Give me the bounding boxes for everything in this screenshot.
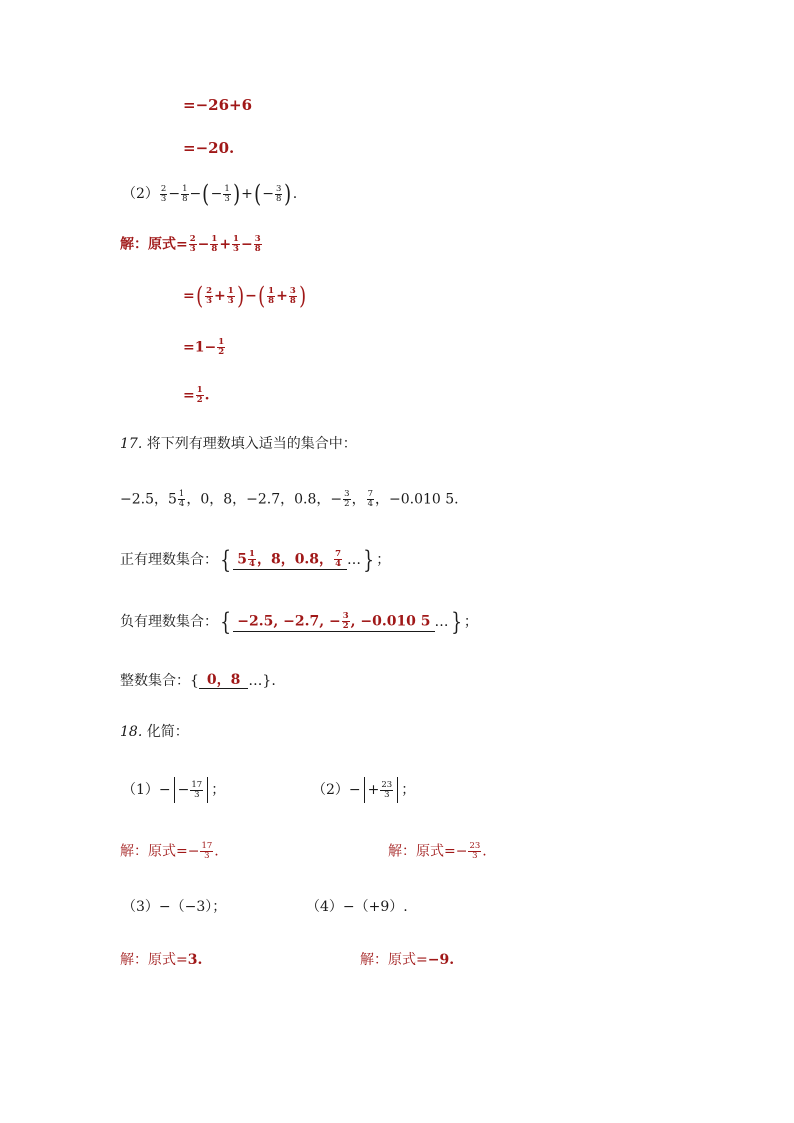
denominator: 3 xyxy=(206,295,213,306)
mixed-whole: 5 xyxy=(237,551,248,567)
numerator: 3 xyxy=(275,183,282,194)
denominator: 3 xyxy=(472,850,478,861)
solution-lead: 解：原式= xyxy=(388,843,456,860)
paren-left: ( xyxy=(202,180,210,208)
paren-right: ) xyxy=(298,282,306,310)
question-18 xyxy=(120,725,189,739)
numerator: 23 xyxy=(381,779,393,790)
denominator: 8 xyxy=(211,243,218,254)
number-list xyxy=(120,490,459,509)
mixed-whole: 5 xyxy=(168,491,177,508)
problem-18-4: （4）−（+9）. xyxy=(306,899,408,915)
numerator: 1 xyxy=(224,183,230,194)
fraction xyxy=(223,185,230,204)
solution-18-2 xyxy=(388,842,487,861)
numerator: 3 xyxy=(289,285,296,296)
numerator: 23 xyxy=(469,841,481,851)
question-text: 将下列有理数填入适当的集合中： xyxy=(146,436,357,452)
operator: − xyxy=(189,186,202,202)
fraction xyxy=(468,842,481,861)
fraction xyxy=(343,490,350,509)
period: . xyxy=(204,387,210,404)
denominator: 8 xyxy=(268,295,275,306)
paren-right: ) xyxy=(232,180,240,208)
answer-text: ，8，0.8， xyxy=(256,551,334,567)
abs-bar-right xyxy=(207,777,208,803)
fraction xyxy=(232,235,240,254)
period: . xyxy=(214,843,219,860)
fraction xyxy=(248,550,256,569)
fraction xyxy=(367,490,374,509)
semicolon: ； xyxy=(463,614,478,630)
semicolon: ； xyxy=(376,552,391,568)
paren-left: ( xyxy=(257,282,265,310)
operator: + xyxy=(276,288,288,304)
fraction xyxy=(217,338,225,357)
sign: − xyxy=(187,843,200,860)
fraction xyxy=(178,490,185,509)
question-number: 18. xyxy=(120,724,143,740)
integer-set xyxy=(120,673,276,689)
numerator: 1 xyxy=(196,385,203,395)
solution-value: 3. xyxy=(187,952,203,968)
paren-right: ) xyxy=(236,282,244,310)
denominator: 2 xyxy=(344,498,350,509)
fraction xyxy=(275,185,282,204)
expression: =1− xyxy=(183,339,217,356)
abs-bar-left xyxy=(364,777,365,803)
fraction xyxy=(190,781,203,800)
sign: − xyxy=(210,186,223,202)
denominator: 2 xyxy=(196,394,203,405)
problem-label: （1）− xyxy=(122,782,171,798)
fraction xyxy=(267,287,275,306)
numerator: 1 xyxy=(218,337,225,347)
fraction xyxy=(189,235,197,254)
answer-blank xyxy=(233,550,347,571)
period: . xyxy=(292,186,298,202)
operator: − xyxy=(240,236,253,253)
question-number: 17. xyxy=(120,436,143,452)
fraction xyxy=(181,185,188,204)
numerator: 1 xyxy=(227,285,234,296)
denominator: 4 xyxy=(367,498,373,509)
ellipsis: … xyxy=(434,614,449,630)
numerator: 2 xyxy=(206,285,213,296)
denominator: 3 xyxy=(224,193,230,204)
solution-2-line-4 xyxy=(183,386,210,405)
denominator: 3 xyxy=(233,243,239,254)
operator: − xyxy=(245,288,257,304)
denominator: 8 xyxy=(182,193,188,204)
denominator: 3 xyxy=(204,850,210,861)
semicolon: ； xyxy=(211,782,226,798)
solution-2-line-1 xyxy=(120,235,263,254)
period: . xyxy=(271,673,276,689)
positive-set xyxy=(120,548,390,572)
brace-right: } xyxy=(363,546,374,574)
operator: − xyxy=(168,186,181,202)
set-label: 负有理数集合： xyxy=(120,614,218,630)
sign: + xyxy=(367,782,380,798)
denominator: 3 xyxy=(227,295,234,306)
separator: ， xyxy=(351,491,366,508)
fraction xyxy=(227,287,235,306)
fraction xyxy=(196,386,204,405)
numerator: 1 xyxy=(268,285,275,296)
denominator: 3 xyxy=(194,789,200,800)
denominator: 2 xyxy=(342,620,349,631)
negative-set xyxy=(120,610,478,634)
set-label: 正有理数集合： xyxy=(120,552,218,568)
solution-lead: 解：原式= xyxy=(120,843,188,860)
period: . xyxy=(482,843,487,860)
denominator: 3 xyxy=(160,193,167,204)
fraction xyxy=(254,235,262,254)
sign: − xyxy=(262,186,274,202)
operator: + xyxy=(214,288,226,304)
answer-text: −2.5, −2.7, − xyxy=(237,613,341,629)
abs-bar-right xyxy=(397,777,398,803)
numbers-part: ，0，8，−2.7，0.8，− xyxy=(186,491,343,508)
denominator: 3 xyxy=(384,789,390,800)
answer-blank: 0，8 xyxy=(199,673,248,689)
question-text: 化简： xyxy=(146,724,189,740)
solution-18-3 xyxy=(120,953,202,967)
sign: − xyxy=(455,843,468,860)
problem-label: （2）− xyxy=(312,782,361,798)
denominator: 4 xyxy=(249,558,255,569)
denominator: 2 xyxy=(218,346,225,357)
numerator: 3 xyxy=(342,610,349,621)
numerator: 1 xyxy=(211,234,218,244)
numerator: 17 xyxy=(201,841,213,851)
fraction xyxy=(289,287,297,306)
problem-2 xyxy=(122,182,297,206)
brace-left: { xyxy=(220,608,231,636)
ellipsis: … xyxy=(346,552,361,568)
brace-left: { xyxy=(220,546,231,574)
solution-lead: 解：原式= xyxy=(120,236,188,253)
solution-lead: 解：原式= xyxy=(360,952,428,968)
numerator: 2 xyxy=(160,183,167,194)
denominator: 8 xyxy=(254,243,261,254)
answer-blank xyxy=(233,612,434,633)
fraction xyxy=(205,287,213,306)
numerator: 3 xyxy=(344,489,350,499)
numerator: 1 xyxy=(233,234,239,244)
ellipsis: … xyxy=(248,673,263,689)
numerator: 3 xyxy=(254,234,261,244)
brace-right: } xyxy=(262,673,272,689)
brace-right: } xyxy=(450,608,462,636)
solution-2-line-2 xyxy=(183,284,307,308)
solution-2-line-3 xyxy=(183,338,226,357)
paren-left: ( xyxy=(254,180,262,208)
sign: − xyxy=(177,782,190,798)
prev-step-2: =−20. xyxy=(183,139,235,157)
denominator: 4 xyxy=(335,558,341,569)
equals: = xyxy=(183,387,195,404)
numerator: 1 xyxy=(178,489,185,499)
fraction xyxy=(160,185,167,204)
operator: − xyxy=(197,236,210,253)
denominator: 4 xyxy=(178,498,185,509)
numerator: 1 xyxy=(249,548,255,559)
fraction xyxy=(342,612,350,631)
numerator: 17 xyxy=(191,779,203,790)
problem-18-3: （3）−（−3）； xyxy=(122,899,227,915)
numbers-part: −2.5， xyxy=(120,491,168,508)
denominator: 8 xyxy=(275,193,282,204)
numerator: 7 xyxy=(335,548,341,559)
brace-left: { xyxy=(190,673,199,689)
numbers-part: ，−0.010 5. xyxy=(375,491,459,508)
fraction xyxy=(210,235,218,254)
numerator: 7 xyxy=(367,489,373,499)
paren-right: ) xyxy=(284,180,292,208)
set-label: 整数集合： xyxy=(120,673,190,689)
fraction xyxy=(200,842,213,861)
semicolon: ； xyxy=(401,782,416,798)
operator: + xyxy=(241,186,253,202)
paren-left: ( xyxy=(195,282,203,310)
equals: = xyxy=(183,288,195,304)
prev-step-1: =−26+6 xyxy=(183,96,253,114)
problem-18-2 xyxy=(312,777,415,803)
problem-18-1 xyxy=(122,777,225,803)
numerator: 2 xyxy=(189,234,196,244)
abs-bar-left xyxy=(174,777,175,803)
solution-lead: 解：原式= xyxy=(120,952,188,968)
question-17 xyxy=(120,437,357,451)
operator: + xyxy=(219,236,232,253)
answer-text: , −0.010 5 xyxy=(350,613,431,629)
solution-18-4 xyxy=(360,953,454,967)
fraction xyxy=(380,781,393,800)
solution-value: −9. xyxy=(427,952,455,968)
numerator: 1 xyxy=(182,183,188,194)
denominator: 3 xyxy=(189,243,196,254)
fraction xyxy=(334,550,342,569)
solution-18-1 xyxy=(120,842,219,861)
denominator: 8 xyxy=(289,295,296,306)
problem-2-label: （2） xyxy=(122,186,159,202)
